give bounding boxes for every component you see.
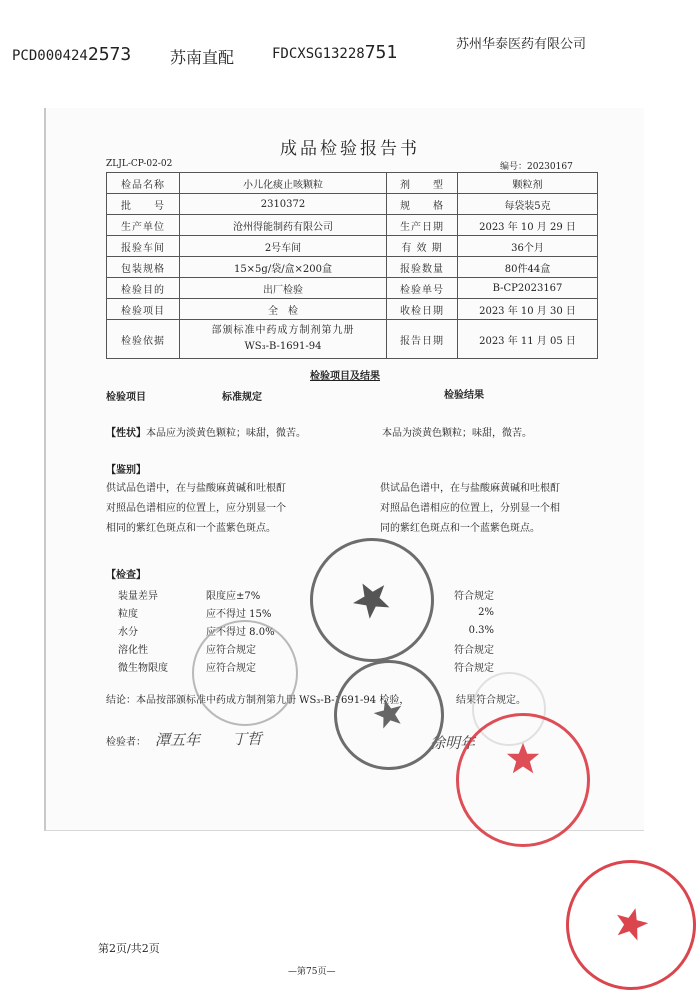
appearance-standard: 本品应为淡黄色颗粒；味甜，微苦。 xyxy=(146,428,306,439)
check-result: 2% xyxy=(478,606,494,618)
reviewer-signature: 徐明年 xyxy=(430,734,476,752)
check-item: 粒度 xyxy=(118,608,138,620)
check-standard: 限度应±7% xyxy=(206,590,261,602)
table-row xyxy=(107,194,598,215)
basis-line: WS₃-B-1691-94 xyxy=(244,341,322,352)
info-label: 检验单号 xyxy=(387,278,458,299)
report-number: 编号：20230167 xyxy=(500,162,573,172)
jiangsu-seal-red xyxy=(456,713,590,847)
info-label: 报告日期 xyxy=(387,320,458,359)
table-row xyxy=(107,278,598,299)
check-standard: 应不得过 8.0% xyxy=(206,626,275,638)
info-label: 检验项目 xyxy=(107,299,180,320)
info-value: 2310372 xyxy=(180,194,387,215)
ident-result-line: 同的紫红色斑点和一个蓝紫色斑点。 xyxy=(380,523,540,534)
ident-standard-line: 供试品色谱中，在与盐酸麻黄碱和吐根酊 xyxy=(106,483,286,494)
check-result: 符合规定 xyxy=(454,662,494,674)
info-label: 收检日期 xyxy=(387,299,458,320)
conclusion-text: 结论：本品按部颁标准中药成方制剂第九册 WS₃-B-1691-94 检验， xyxy=(106,695,410,706)
doc-code-mid: FDCXSG13228751 xyxy=(272,42,398,63)
info-label: 规 格 xyxy=(387,194,458,215)
huatai-seal xyxy=(551,845,700,1004)
table-row xyxy=(118,603,494,621)
table-row xyxy=(118,639,494,657)
info-label: 生产日期 xyxy=(387,215,458,236)
check-result: 符合规定 xyxy=(454,590,494,602)
info-label: 检品名称 xyxy=(107,173,180,194)
info-value: 15×5g/袋/盒×200盒 xyxy=(180,257,387,278)
star-icon xyxy=(345,572,399,627)
info-label: 批 号 xyxy=(107,194,180,215)
info-value: 36个月 xyxy=(458,236,598,257)
check-standard: 应符合规定 xyxy=(206,644,256,656)
col-header-standard: 标准规定 xyxy=(222,392,262,403)
ident-standard xyxy=(106,479,286,539)
info-value: 出厂检验 xyxy=(180,278,387,299)
table-row xyxy=(107,257,598,278)
table-row xyxy=(118,657,494,675)
check-result: 符合规定 xyxy=(454,644,494,656)
table-row xyxy=(107,215,598,236)
info-label: 报验车间 xyxy=(107,236,180,257)
check-item: 溶化性 xyxy=(118,644,148,656)
inspector-signature: 丁哲 xyxy=(232,730,263,748)
inspection-seal xyxy=(192,620,298,726)
info-value: 沧州得能制药有限公司 xyxy=(180,215,387,236)
appearance-section xyxy=(106,424,306,444)
info-label: 有 效 期 xyxy=(387,236,458,257)
col-header-item: 检验项目 xyxy=(106,392,146,403)
conclusion-result: 结果符合规定。 xyxy=(456,695,526,706)
check-item: 微生物限度 xyxy=(118,662,168,674)
check-standard: 应不得过 15% xyxy=(206,608,272,620)
ident-standard-line: 对照品色谱相应的位置上，应分别显一个 xyxy=(106,503,286,514)
section-title: 【鉴别】 xyxy=(106,465,146,476)
info-value: B-CP2023167 xyxy=(458,278,598,299)
info-value: 80件44盒 xyxy=(458,257,598,278)
ident-standard-line: 相同的紫红色斑点和一个蓝紫色斑点。 xyxy=(106,523,276,534)
info-label: 生产单位 xyxy=(107,215,180,236)
appearance-result: 本品为淡黄色颗粒；味甜，微苦。 xyxy=(382,428,532,439)
col-header-result: 检验结果 xyxy=(444,390,484,401)
info-label: 报验数量 xyxy=(387,257,458,278)
inspector-label: 检验者： xyxy=(106,737,146,748)
results-heading: 检验项目及结果 xyxy=(310,371,380,382)
info-value: 全 检 xyxy=(180,299,387,320)
info-value: 每袋装5克 xyxy=(458,194,598,215)
info-table xyxy=(106,172,598,359)
table-row xyxy=(107,173,598,194)
star-icon xyxy=(610,902,653,948)
ident-result-line: 供试品色谱中，在与盐酸麻黄碱和吐根酊 xyxy=(380,483,560,494)
ident-result xyxy=(380,479,560,539)
check-item: 水分 xyxy=(118,626,138,638)
star-icon xyxy=(370,695,408,736)
page-title: 成品检验报告书 xyxy=(280,139,420,159)
section-title: 【检查】 xyxy=(106,570,146,581)
table-row xyxy=(107,299,598,320)
info-value: 小儿化痰止咳颗粒 xyxy=(180,173,387,194)
form-code: ZLJL-CP-02-02 xyxy=(106,159,173,169)
info-value-basis xyxy=(180,320,387,359)
page-count: 第2页/共2页 xyxy=(98,942,160,955)
check-standard: 应符合规定 xyxy=(206,662,256,674)
doc-code-left: PCD0004242573 xyxy=(12,44,132,65)
info-label: 剂 型 xyxy=(387,173,458,194)
info-value: 2023 年 10 月 29 日 xyxy=(458,215,598,236)
basis-line: 部颁标准中药成方制剂第九册 xyxy=(211,325,355,336)
info-value: 2023 年 10 月 30 日 xyxy=(458,299,598,320)
channel-label: 苏南直配 xyxy=(170,48,235,67)
check-item: 装量差异 xyxy=(118,590,158,602)
table-row xyxy=(118,621,494,639)
info-label: 检验依据 xyxy=(107,320,180,359)
info-label: 包装规格 xyxy=(107,257,180,278)
check-result: 0.3% xyxy=(468,624,494,636)
info-value: 2023 年 11 月 05 日 xyxy=(458,320,598,359)
info-value: 2号车间 xyxy=(180,236,387,257)
table-row xyxy=(107,236,598,257)
section-title: 【性状】 xyxy=(106,428,146,439)
table-row xyxy=(118,585,494,603)
star-icon xyxy=(506,741,540,779)
company-name: 苏州华泰医药有限公司 xyxy=(456,37,587,52)
page-number: —第75页— xyxy=(288,967,336,977)
table-row xyxy=(107,320,598,359)
info-label: 检验目的 xyxy=(107,278,180,299)
inspector-signature: 潭五年 xyxy=(155,731,201,749)
check-table xyxy=(118,585,494,675)
ident-result-line: 对照品色谱相应的位置上，分别显一个相 xyxy=(380,503,560,514)
info-value: 颗粒剂 xyxy=(458,173,598,194)
